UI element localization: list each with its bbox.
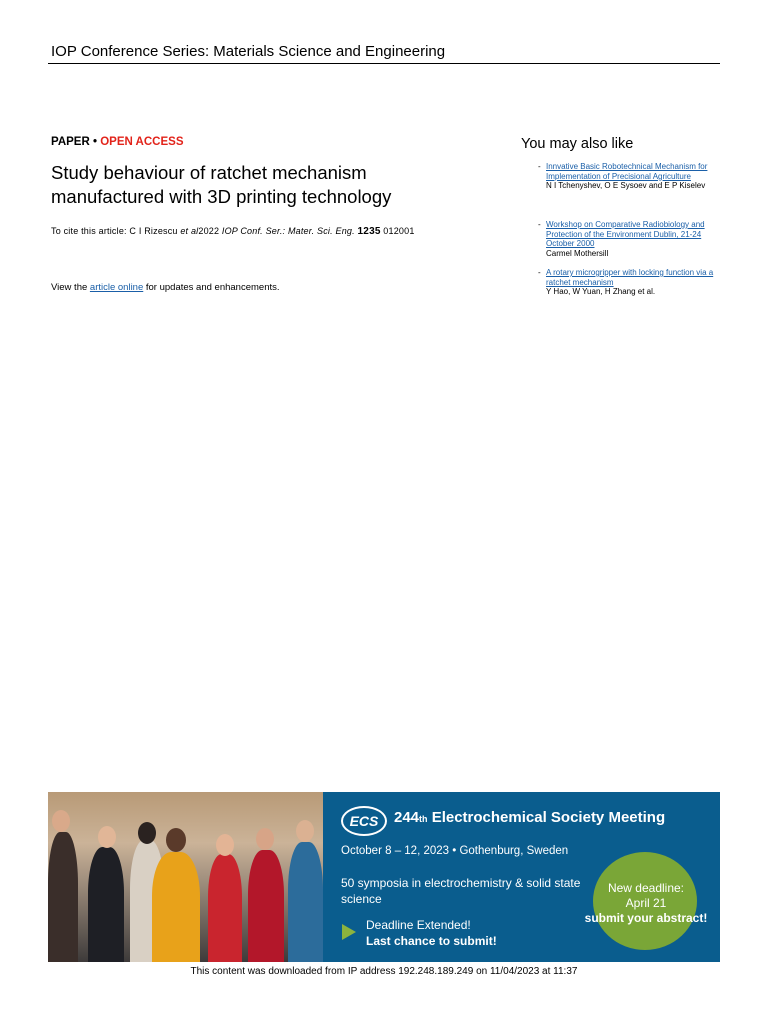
related-item-link[interactable]: A rotary microgripper with locking function via a ratchet mechanism	[546, 268, 714, 287]
related-heading: You may also like	[521, 136, 634, 152]
symposia-text: 50 symposia in electrochemistry & solid state science	[341, 876, 581, 906]
deadline-text	[366, 917, 497, 949]
meeting-date-location: October 8 – 12, 2023 • Gothenburg, Sweden	[341, 845, 569, 857]
related-item: - Innvative Basic Robotechnical Mechanism for Implementation of Precisional Agriculture N I Tchenyshev, O E Sysoev and E P Kiselev	[538, 162, 718, 191]
article-type-label	[51, 136, 184, 148]
ecs-meeting-title	[394, 809, 665, 826]
cite-journal: IOP Conf. Ser.: Mater. Sci. Eng.	[221, 226, 355, 236]
cite-volume: 1235	[357, 226, 381, 237]
meeting-number-suffix: th	[419, 814, 428, 824]
related-item-link[interactable]: Workshop on Comparative Radiobiology and Protection of the Environment Dublin, 21-24 October 2000	[546, 220, 705, 249]
download-info-footer: This content was downloaded from IP address 192.248.189.249 on 11/04/2023 at 11:37	[190, 966, 578, 977]
view-prefix: View the	[51, 282, 90, 293]
cite-prefix: To cite this article: C I Rizescu	[51, 226, 181, 236]
related-item: - A rotary microgripper with locking function via a ratchet mechanism Y Hao, W Yuan, H Zhang et al.	[538, 268, 718, 297]
deadline-badge-text[interactable]	[576, 881, 716, 926]
cite-article-number: 012001	[383, 226, 415, 236]
ecs-advertisement-banner[interactable]	[48, 792, 720, 962]
badge-submit[interactable]: submit your abstract!	[584, 911, 708, 925]
article-online-link[interactable]: article online	[89, 282, 144, 293]
cite-etal: et al	[180, 226, 199, 236]
open-access-label: OPEN ACCESS	[100, 136, 184, 148]
last-chance: Last chance to submit!	[366, 934, 497, 948]
article-title: Study behaviour of ratchet mechanism manufactured with 3D printing technology	[51, 162, 392, 207]
meeting-number: 244	[394, 809, 420, 826]
related-item-link[interactable]: Innvative Basic Robotechnical Mechanism for Implementation of Precisional Agriculture	[546, 162, 708, 181]
citation	[51, 226, 415, 237]
badge-date: April 21	[625, 896, 667, 910]
view-suffix: for updates and enhancements.	[143, 282, 280, 293]
related-item-authors: N I Tchenyshev, O E Sysoev and E P Kiselev	[546, 181, 706, 191]
cite-year: 2022	[198, 226, 222, 236]
related-item-authors: Y Hao, W Yuan, H Zhang et al.	[546, 287, 656, 297]
ecs-logo: ECS	[341, 806, 387, 836]
conference-crowd-photo	[48, 792, 323, 962]
view-online-line	[51, 282, 280, 293]
related-item: - Workshop on Comparative Radiobiology and Protection of the Environment Dublin, 21-24 October 2000 Carmel Mothersill	[538, 220, 718, 258]
meeting-name: Electrochemical Society Meeting	[427, 809, 666, 826]
journal-name: IOP Conference Series: Materials Science and Engineering	[51, 43, 446, 60]
paper-label: PAPER	[51, 136, 90, 148]
deadline-extended: Deadline Extended!	[366, 918, 471, 932]
header-rule	[48, 63, 720, 64]
badge-new-deadline: New deadline:	[607, 881, 685, 895]
label-separator: •	[89, 136, 101, 148]
related-item-authors: Carmel Mothersill	[546, 248, 609, 258]
play-arrow-icon	[342, 924, 356, 940]
